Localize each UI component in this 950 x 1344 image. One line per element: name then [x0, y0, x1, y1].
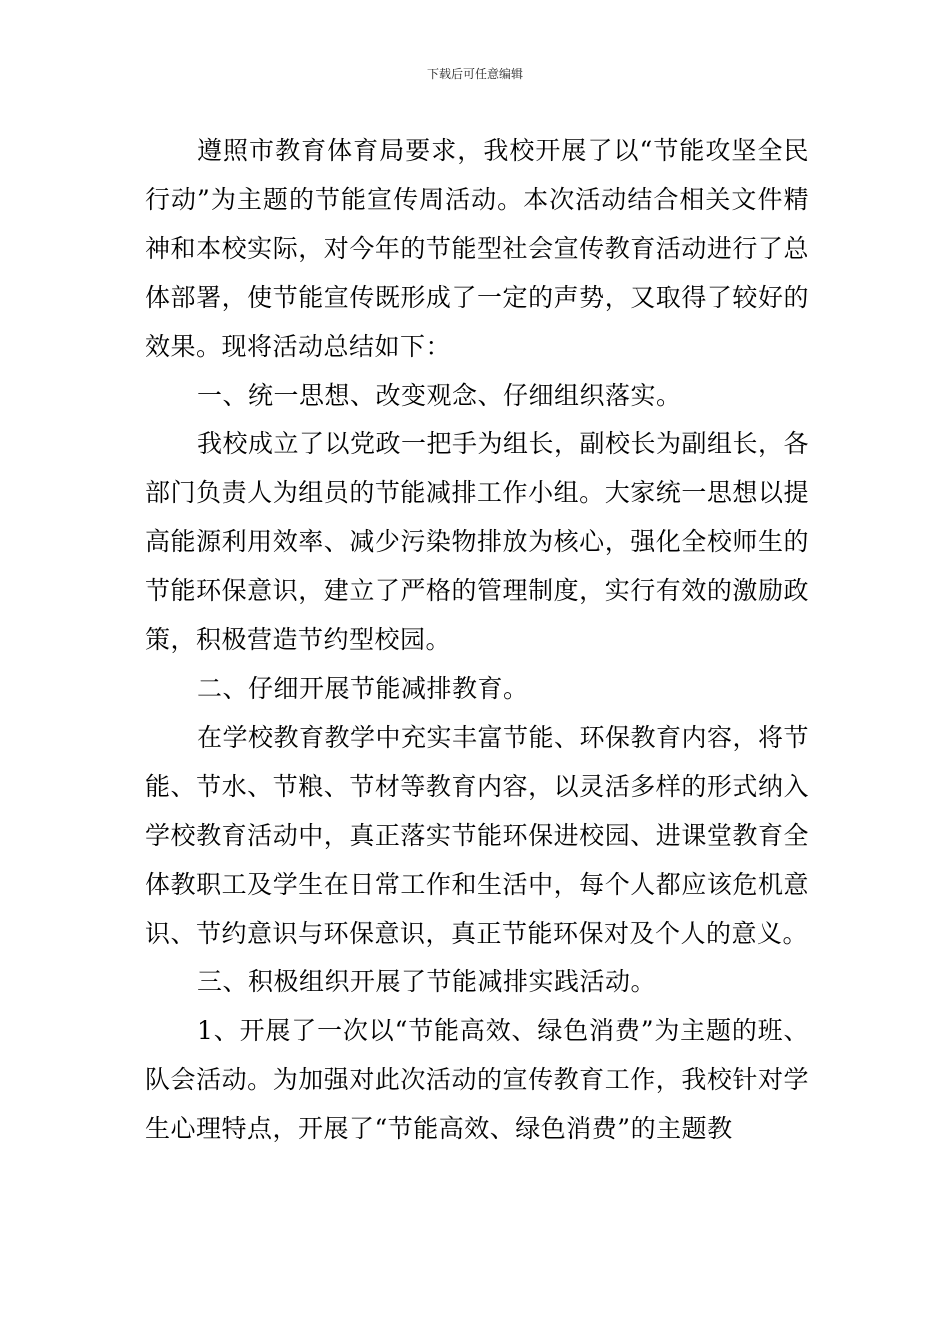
section-heading-3: 三、积极组织开展了节能减排实践活动。	[197, 967, 657, 997]
paragraph-section-3-item-1: 1、开展了一次以“节能高效、绿色消费”为主题的班、队会活动。为加强对此次活动的宣传教育工作，我校针对学生心理特点，开展了“节能高效、绿色消费”的主题教	[145, 1016, 809, 1144]
section-heading-2: 二、仔细开展节能减排教育。	[197, 673, 529, 703]
page-header-note: 下载后可任意编辑	[426, 67, 523, 81]
paragraph-intro: 遵照市教育体育局要求，我校开展了以“节能攻坚全民行动”为主题的节能宣传周活动。本次活动结合相关文件精神和本校实际，对今年的节能型社会宣传教育活动进行了总体部署，使节能宣传既形成了一定的声势，又取得了较好的效果。现将活动总结如下：	[145, 136, 809, 361]
document-body	[145, 127, 809, 1154]
paragraph-section-1: 我校成立了以党政一把手为组长，副校长为副组长，各部门负责人为组员的节能减排工作小组。大家统一思想以提高能源利用效率、减少污染物排放为核心，强化全校师生的节能环保意识，建立了严格的管理制度，实行有效的激励政策，积极营造节约型校园。	[145, 429, 810, 655]
section-heading-1: 一、统一思想、改变观念、仔细组织落实。	[197, 380, 682, 410]
paragraph-section-2: 在学校教育教学中充实丰富节能、环保教育内容，将节能、节水、节粮、节材等教育内容，以灵活多样的形式纳入学校教育活动中，真正落实节能环保进校园、进课堂教育全体教职工及学生在日常工作和生活中，每个人都应该危机意识、节约意识与环保意识，真正节能环保对及个人的意义。	[145, 722, 810, 948]
